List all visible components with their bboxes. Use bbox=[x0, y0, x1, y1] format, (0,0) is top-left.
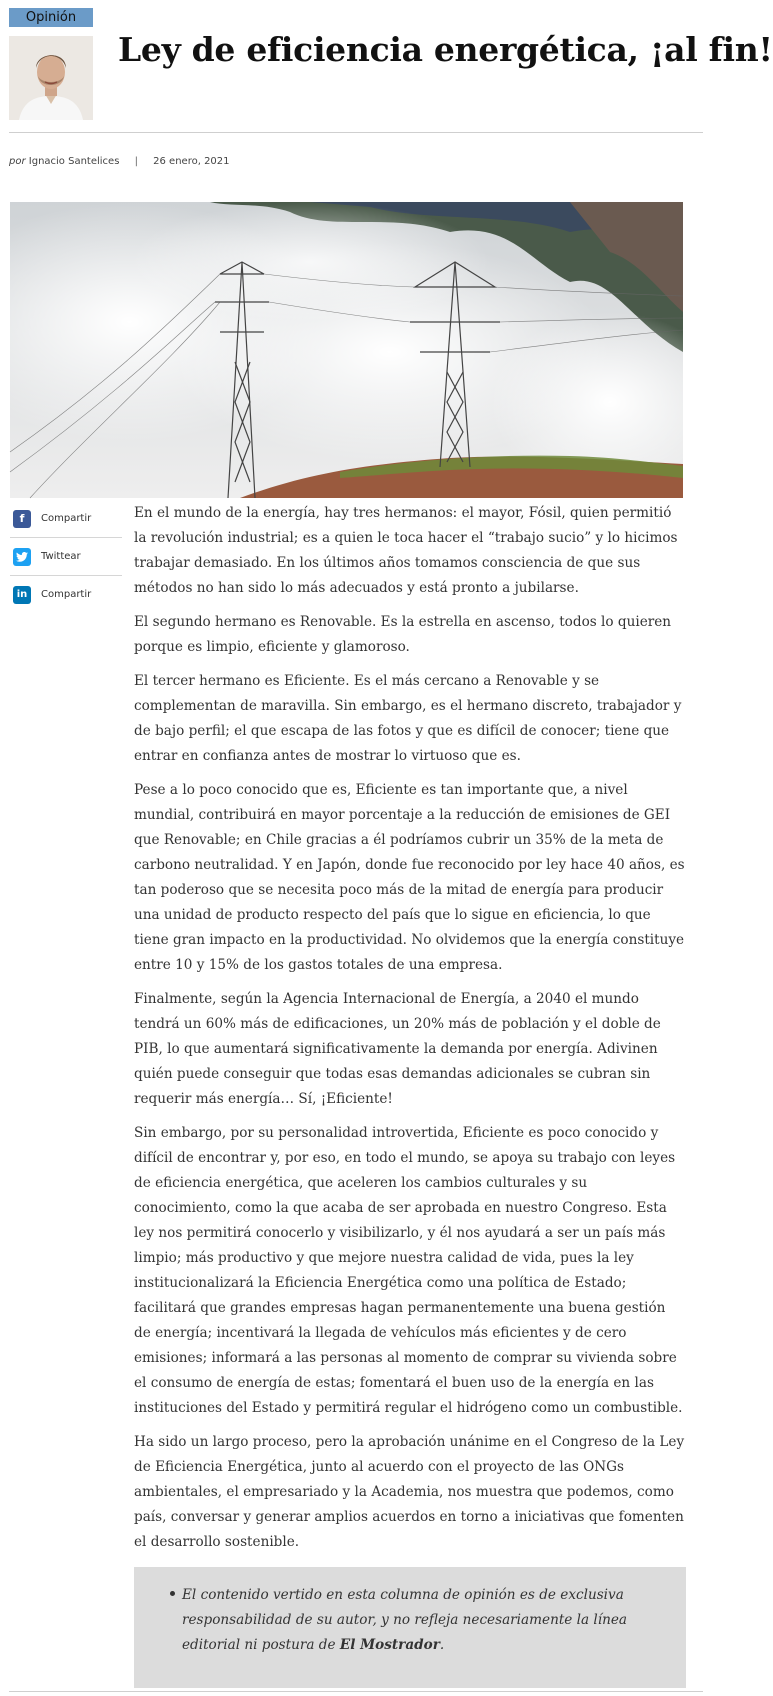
paragraph: Finalmente, según la Agencia Internacional de Energía, a 2040 el mundo tendrá un 60% más de edificaciones, un 20% más de población y el doble de PIB, lo que aumentará significativamente la demanda por energía. Adivinen quién puede conseguir que todas esas demandas adicionales se cubran sin requerir más energía… Sí, ¡Eficiente! bbox=[134, 991, 661, 1107]
footer-divider bbox=[9, 1691, 703, 1692]
disclaimer-box bbox=[134, 1567, 686, 1688]
paragraph: En el mundo de la energía, hay tres hermanos: el mayor, Fósil, quien permitió la revolución industrial; es a quien le toca hacer el “trabajo sucio” y lo hicimos trabajar demasiado. En los últimos años tomamos consciencia de que sus métodos no han sido lo más adecuados y está pronto a jubilarse. bbox=[134, 505, 678, 596]
publish-date: 26 enero, 2021 bbox=[153, 156, 230, 167]
paragraph: El segundo hermano es Renovable. Es la estrella en ascenso, todos lo quieren porque es limpio, eficiente y glamoroso. bbox=[134, 614, 672, 655]
article-title: Ley de eficiencia energética, ¡al fin! bbox=[118, 30, 773, 69]
share-twitter-label: Twittear bbox=[41, 551, 81, 562]
share-facebook-button[interactable] bbox=[10, 500, 122, 538]
share-linkedin-button[interactable] bbox=[10, 576, 122, 613]
share-linkedin-label: Compartir bbox=[41, 589, 92, 600]
paragraph: Ha sido un largo proceso, pero la aprobación unánime en el Congreso de la Ley de Eficiencia Energética, junto al acuerdo con el proyecto de las ONGs ambientales, el empresariado y la Academia, nos muestra que podemos, como país, conversar y generar amplios acuerdos en torno a iniciativas que fomenten el desarrollo sostenible. bbox=[134, 1434, 685, 1550]
share-facebook-label: Compartir bbox=[41, 513, 92, 524]
facebook-icon: f bbox=[13, 510, 31, 528]
paragraph: El tercer hermano es Eficiente. Es el más cercano a Renovable y se complementan de maravilla. Sin embargo, es el hermano discreto, trabajador y de bajo perfil; el que escapa de las fotos y que es difícil de conocer; tiene que entrar en confianza antes de mostrar lo virtuoso que es. bbox=[134, 673, 682, 764]
share-twitter-button[interactable] bbox=[10, 538, 122, 576]
hero-image bbox=[10, 202, 683, 498]
twitter-icon bbox=[13, 548, 31, 566]
section-tag[interactable]: Opinión bbox=[9, 8, 93, 27]
author-avatar bbox=[9, 36, 93, 120]
disclaimer-text: El contenido vertido en esta columna de opinión es de exclusiva responsabilidad de su autor, y no refleja necesariamente la línea editorial ni postura de bbox=[182, 1587, 628, 1653]
byline bbox=[9, 156, 230, 167]
disclaimer-end: . bbox=[439, 1637, 445, 1653]
paragraph: Pese a lo poco conocido que es, Eficiente es tan importante que, a nivel mundial, contribuirá en mayor porcentaje a la reducción de emisiones de GEI que Renovable; en Chile gracias a él podríamos cubrir un 35% de la meta de carbono neutralidad. Y en Japón, donde fue reconocido por ley hace 40 años, es tan poderoso que se necesita poco más de la mitad de energía para producir una unidad de producto respecto del país que lo sigue en eficiencia, lo que tiene gran impacto en la productividad. No olvidemos que la energía constituye entre 10 y 15% de los gastos totales de una empresa. bbox=[134, 782, 685, 973]
paragraph: Sin embargo, por su personalidad introvertida, Eficiente es poco conocido y difícil de encontrar y, por eso, en todo el mundo, se apoya su trabajo con leyes de eficiencia energética, que aceleren los cambios culturales y su conocimiento, como la que acaba de ser aprobada en nuestro Congreso. Esta ley nos permitirá conocerlo y visibilizarlo, y él nos ayudará a ser un país más limpio; más productivo y que mejore nuestra calidad de vida, pues la ley institucionalizará la Eficiencia Energética como una política de Estado; facilitará que grandes empresas hagan permanentemente una buena gestión de energía; incentivará la llegada de vehículos más eficientes y de cero emisiones; informará a las personas al momento de comprar su vivienda sobre el consumo de energía de estas; fomentará el buen uso de la energía en las instituciones del Estado y permitirá regular el hidrógeno como un combustible. bbox=[134, 1125, 683, 1416]
byline-separator: | bbox=[134, 156, 138, 167]
linkedin-icon: in bbox=[13, 586, 31, 604]
author-name[interactable]: Ignacio Santelices bbox=[28, 156, 120, 167]
bullet-icon bbox=[170, 1591, 175, 1596]
share-bar bbox=[10, 500, 122, 613]
byline-prefix: por bbox=[9, 156, 26, 167]
article-body bbox=[134, 501, 686, 1688]
disclaimer-brand: El Mostrador bbox=[339, 1637, 440, 1653]
header-divider bbox=[9, 132, 703, 133]
